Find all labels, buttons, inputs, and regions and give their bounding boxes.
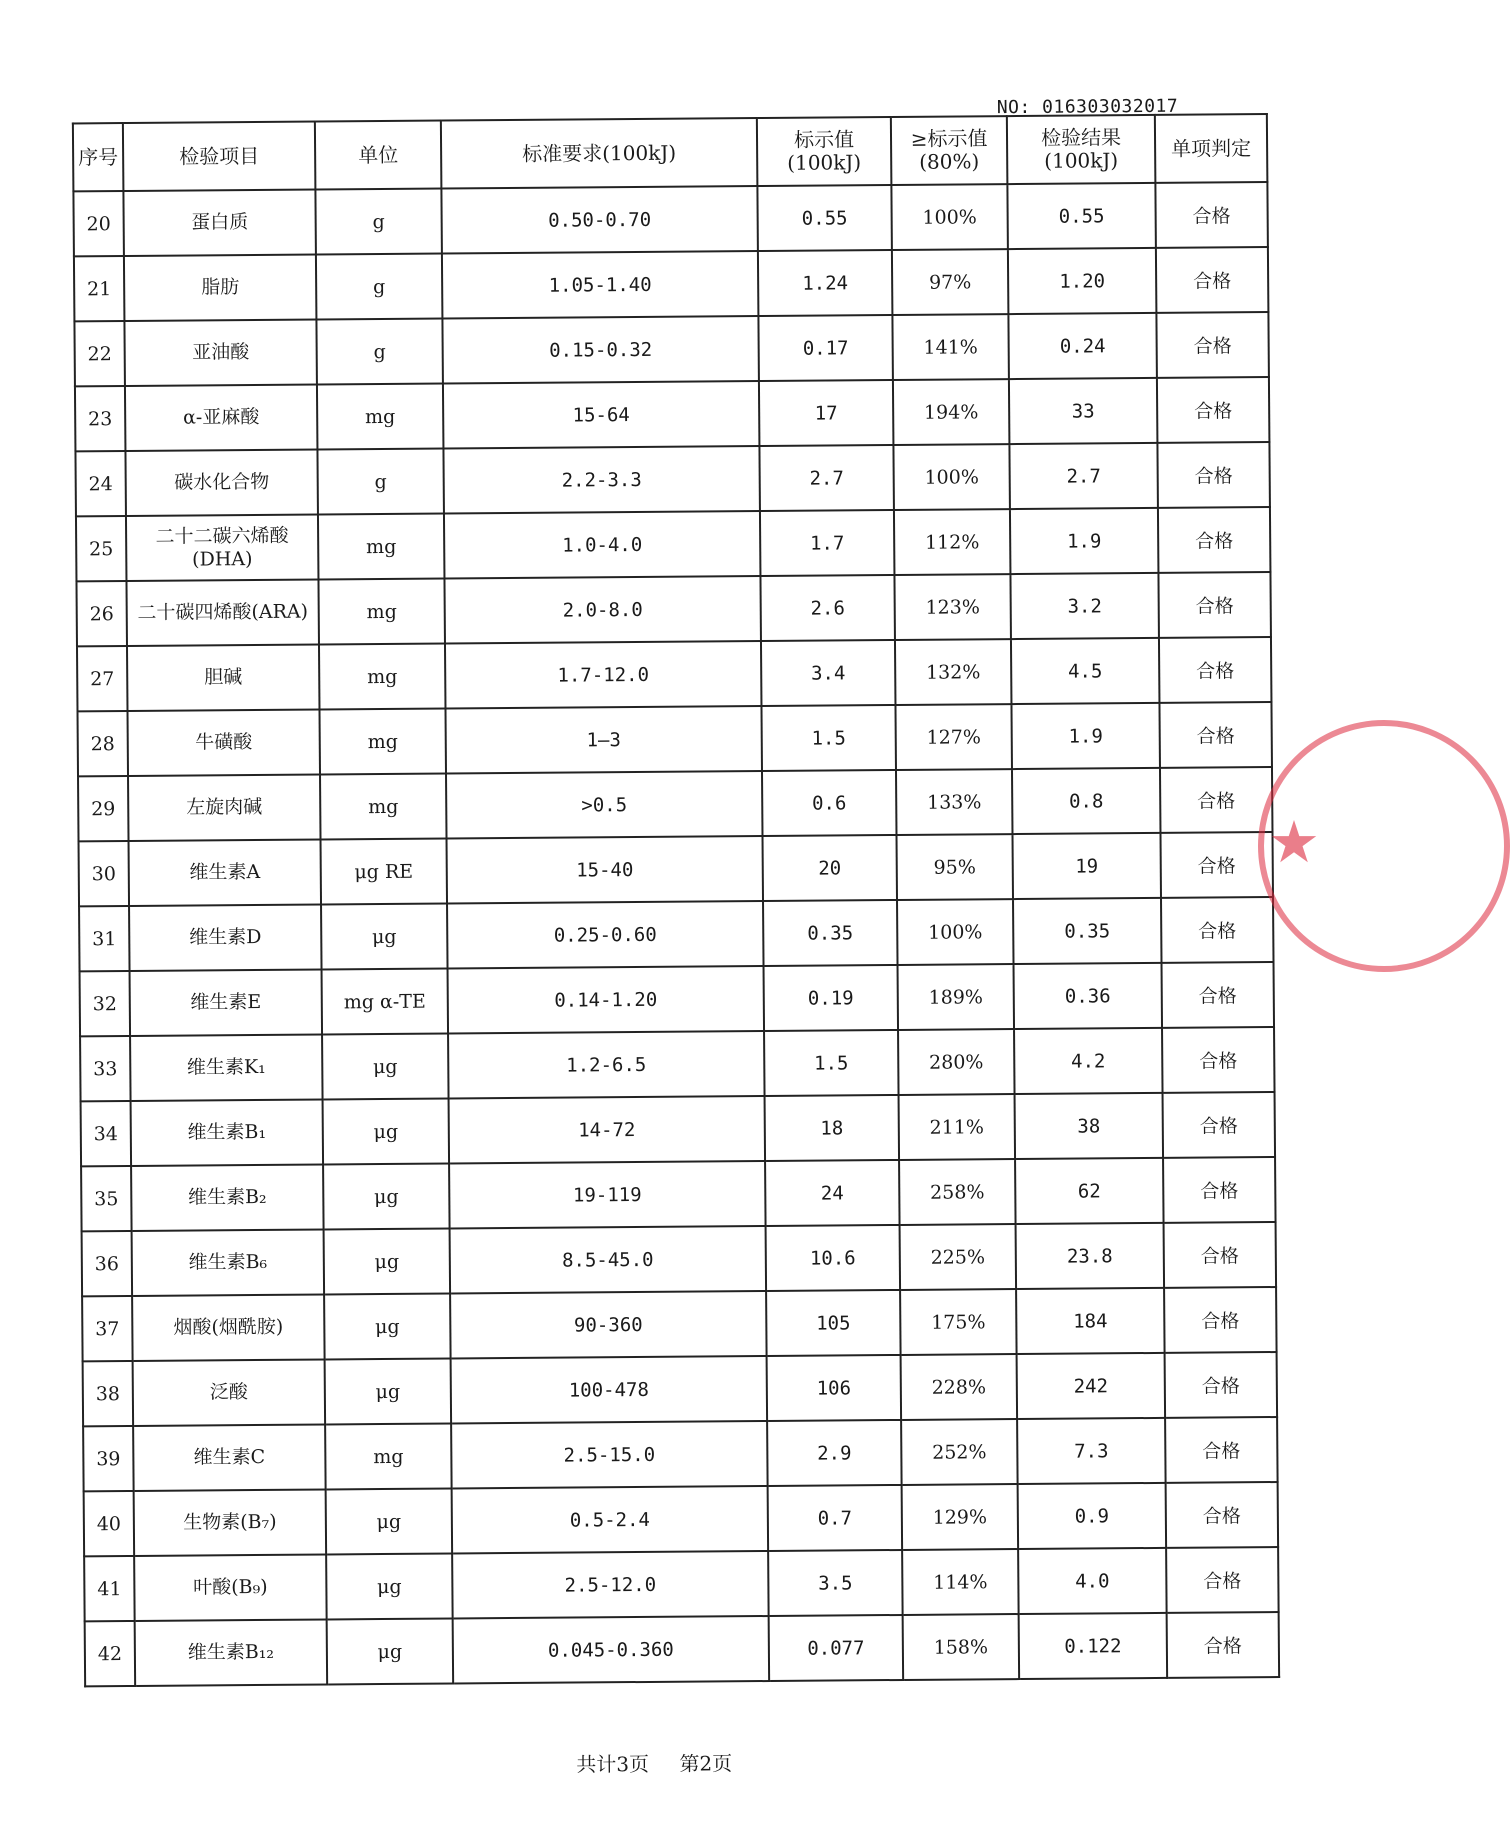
row-result: 19: [1012, 833, 1161, 899]
row-label-value: 10.6: [766, 1225, 901, 1291]
row-seq: 34: [81, 1101, 132, 1166]
table-row: [77, 637, 1271, 711]
row-ratio: 100%: [891, 184, 1008, 250]
row-result: 2.7: [1009, 443, 1158, 509]
row-item: 碳水化合物: [125, 450, 318, 517]
row-item: 烟酸(烟酰胺): [132, 1294, 325, 1361]
row-label-value: 1.5: [764, 1030, 899, 1096]
row-result: 33: [1009, 378, 1158, 444]
row-ratio: 95%: [896, 834, 1013, 900]
row-unit: mg: [317, 384, 444, 450]
row-ratio: 123%: [894, 574, 1011, 640]
row-standard: 8.5-45.0: [450, 1226, 767, 1293]
header-item: 检验项目: [123, 122, 316, 192]
row-result: 242: [1017, 1353, 1166, 1419]
row-label-value: 1.24: [758, 250, 893, 316]
row-item: 胆碱: [127, 645, 320, 712]
row-item: 二十碳四烯酸(ARA): [126, 580, 319, 647]
row-unit: mg: [318, 514, 445, 580]
row-unit: μg: [323, 1099, 450, 1165]
row-label-value: 3.4: [761, 640, 896, 706]
table-row: [76, 572, 1270, 646]
row-result: 0.35: [1013, 898, 1162, 964]
header-seq: 序号: [73, 123, 124, 191]
inspection-table: [72, 113, 1280, 1687]
header-judgement: 单项判定: [1155, 114, 1268, 183]
row-standard: 0.50-0.70: [441, 186, 758, 253]
row-result: 62: [1015, 1158, 1164, 1224]
row-item: 牛磺酸: [127, 710, 320, 777]
table-row: [79, 897, 1273, 971]
row-seq: 32: [80, 971, 131, 1036]
row-seq: 26: [76, 581, 127, 646]
row-judgement: 合格: [1163, 1092, 1276, 1158]
row-judgement: 合格: [1162, 962, 1275, 1028]
row-seq: 28: [78, 711, 129, 776]
row-item: 亚油酸: [124, 320, 317, 387]
row-item: 维生素E: [130, 970, 323, 1037]
row-seq: 29: [78, 776, 129, 841]
row-label-value: 0.55: [757, 185, 892, 251]
row-item: 维生素B₁: [131, 1099, 324, 1166]
row-result: 4.0: [1018, 1548, 1167, 1614]
table-row: [83, 1417, 1277, 1491]
row-seq: 25: [76, 516, 127, 581]
row-standard: 90-360: [450, 1291, 767, 1358]
row-label-value: 0.6: [762, 770, 897, 836]
row-standard: 1—3: [445, 706, 762, 773]
row-label-value: 0.17: [758, 315, 893, 381]
row-unit: μg: [324, 1294, 451, 1360]
row-label-value: 1.5: [761, 705, 896, 771]
row-label-value: 2.7: [759, 445, 894, 511]
row-ratio: 141%: [892, 314, 1009, 380]
row-judgement: 合格: [1155, 182, 1268, 248]
row-standard: 2.0-8.0: [444, 576, 761, 643]
row-standard: 19-119: [449, 1161, 766, 1228]
row-seq: 39: [83, 1426, 134, 1491]
row-judgement: 合格: [1157, 442, 1270, 508]
row-ratio: 194%: [893, 379, 1010, 445]
row-unit: mg: [325, 1423, 452, 1489]
row-judgement: 合格: [1157, 377, 1270, 443]
row-item: 叶酸(B₉): [134, 1554, 327, 1621]
row-label-value: 106: [767, 1355, 902, 1421]
row-item: 泛酸: [133, 1359, 326, 1426]
red-seal-stamp: [1258, 720, 1328, 970]
row-seq: 38: [83, 1361, 134, 1426]
row-ratio: 100%: [897, 899, 1014, 965]
row-standard: >0.5: [446, 771, 763, 838]
row-label-value: 20: [763, 835, 898, 901]
table-row: [84, 1547, 1278, 1621]
row-standard: 0.045-0.360: [453, 1616, 770, 1683]
row-seq: 36: [82, 1231, 133, 1296]
row-seq: 23: [75, 386, 126, 451]
row-item: 维生素K₁: [130, 1035, 323, 1102]
total-pages: 共计3页: [576, 1751, 650, 1777]
row-standard: 2.2-3.3: [443, 446, 760, 513]
row-seq: 42: [85, 1621, 136, 1686]
table-row: [75, 442, 1269, 516]
table-row: [85, 1612, 1279, 1686]
row-unit: μg: [322, 1034, 449, 1100]
row-result: 0.24: [1008, 313, 1157, 379]
row-label-value: 2.9: [767, 1420, 902, 1486]
row-judgement: 合格: [1156, 312, 1269, 378]
row-item: 维生素D: [129, 905, 322, 972]
row-seq: 27: [77, 646, 128, 711]
page-footer: [7, 1743, 1302, 1782]
row-judgement: 合格: [1159, 702, 1272, 768]
row-unit: mg: [319, 709, 446, 775]
table-row: [81, 1092, 1275, 1166]
row-judgement: 合格: [1161, 897, 1274, 963]
row-item: α-亚麻酸: [125, 385, 318, 452]
table-row: [83, 1352, 1277, 1426]
row-seq: 41: [84, 1556, 135, 1621]
row-standard: 2.5-12.0: [452, 1551, 769, 1618]
header-unit: 单位: [315, 121, 442, 190]
row-judgement: 合格: [1165, 1417, 1278, 1483]
row-unit: μg: [325, 1359, 452, 1425]
row-ratio: 252%: [901, 1419, 1018, 1485]
table-row: [78, 702, 1272, 776]
header-standard: 标准要求(100kJ): [441, 118, 758, 188]
table-row: [81, 1157, 1275, 1231]
row-seq: 24: [75, 451, 126, 516]
table-body: [73, 182, 1279, 1686]
row-result: 1.9: [1010, 508, 1159, 574]
row-label-value: 1.7: [760, 510, 895, 576]
row-result: 7.3: [1017, 1418, 1166, 1484]
row-seq: 40: [84, 1491, 135, 1556]
row-standard: 1.05-1.40: [442, 251, 759, 318]
row-ratio: 225%: [900, 1224, 1017, 1290]
row-standard: 14-72: [449, 1096, 766, 1163]
header-result: 检验结果 (100kJ): [1007, 115, 1156, 184]
row-judgement: 合格: [1167, 1612, 1280, 1678]
row-seq: 35: [81, 1166, 132, 1231]
row-seq: 33: [80, 1036, 131, 1101]
row-unit: mg: [319, 644, 446, 710]
row-item: 左旋肉碱: [128, 775, 321, 842]
row-label-value: 24: [765, 1160, 900, 1226]
row-item: 维生素B₆: [132, 1229, 325, 1296]
row-ratio: 258%: [899, 1159, 1016, 1225]
row-label-value: 0.077: [769, 1615, 904, 1681]
row-ratio: 112%: [894, 509, 1011, 575]
row-ratio: 114%: [902, 1549, 1019, 1615]
table-row: [73, 182, 1267, 256]
table-row: [74, 247, 1268, 321]
row-unit: mg: [318, 579, 445, 645]
table-row: [75, 377, 1269, 451]
row-item: 二十二碳六烯酸 (DHA): [126, 515, 319, 582]
row-standard: 100-478: [451, 1356, 768, 1423]
row-result: 1.9: [1011, 703, 1160, 769]
row-ratio: 189%: [898, 964, 1015, 1030]
row-judgement: 合格: [1158, 507, 1271, 573]
row-ratio: 228%: [901, 1354, 1018, 1420]
row-unit: g: [316, 254, 443, 320]
row-unit: μg: [326, 1488, 453, 1554]
row-item: 维生素B₁₂: [135, 1619, 328, 1686]
row-judgement: 合格: [1156, 247, 1269, 313]
row-ratio: 127%: [895, 704, 1012, 770]
stamp-star-icon: ★: [1268, 808, 1320, 876]
row-label-value: 17: [759, 380, 894, 446]
row-unit: μg: [327, 1618, 454, 1684]
row-judgement: 合格: [1166, 1482, 1279, 1548]
row-unit: g: [315, 189, 442, 255]
row-item: 脂肪: [124, 255, 317, 322]
row-seq: 30: [79, 841, 130, 906]
row-judgement: 合格: [1166, 1547, 1279, 1613]
row-ratio: 158%: [903, 1614, 1020, 1680]
row-label-value: 0.7: [768, 1485, 903, 1551]
table-row: [84, 1482, 1278, 1556]
row-judgement: 合格: [1164, 1287, 1277, 1353]
row-ratio: 100%: [893, 444, 1010, 510]
row-judgement: 合格: [1158, 572, 1271, 638]
row-standard: 1.2-6.5: [448, 1031, 765, 1098]
row-ratio: 211%: [899, 1094, 1016, 1160]
row-item: 维生素C: [133, 1424, 326, 1491]
row-standard: 1.0-4.0: [444, 511, 761, 578]
row-unit: mg α-TE: [322, 969, 449, 1035]
table-row: [74, 312, 1268, 386]
row-standard: 2.5-15.0: [451, 1421, 768, 1488]
table-row: [80, 962, 1274, 1036]
row-result: 1.20: [1008, 248, 1157, 314]
row-item: 维生素A: [129, 840, 322, 907]
row-unit: g: [316, 319, 443, 385]
table-row: [78, 767, 1272, 841]
row-unit: μg: [324, 1229, 451, 1295]
row-standard: 1.7-12.0: [445, 641, 762, 708]
row-ratio: 132%: [895, 639, 1012, 705]
table-row: [79, 832, 1273, 906]
row-standard: 0.15-0.32: [442, 316, 759, 383]
table-row: [80, 1027, 1274, 1101]
row-result: 0.36: [1014, 963, 1163, 1029]
row-result: 0.55: [1007, 183, 1156, 249]
row-judgement: 合格: [1165, 1352, 1278, 1418]
table-row: [82, 1222, 1276, 1296]
row-unit: g: [317, 449, 444, 515]
row-result: 184: [1016, 1288, 1165, 1354]
row-seq: 21: [74, 256, 125, 321]
row-label-value: 18: [765, 1095, 900, 1161]
row-standard: 15-64: [443, 381, 760, 448]
row-unit: μg: [326, 1553, 453, 1619]
row-judgement: 合格: [1162, 1027, 1275, 1093]
row-ratio: 280%: [898, 1029, 1015, 1095]
row-judgement: 合格: [1160, 832, 1273, 898]
row-judgement: 合格: [1164, 1222, 1277, 1288]
row-seq: 20: [73, 191, 124, 256]
row-unit: μg: [321, 904, 448, 970]
row-standard: 0.25-0.60: [447, 901, 764, 968]
row-label-value: 0.19: [764, 965, 899, 1031]
row-seq: 22: [74, 321, 125, 386]
row-result: 3.2: [1010, 573, 1159, 639]
row-unit: mg: [320, 774, 447, 840]
row-result: 0.8: [1012, 768, 1161, 834]
row-item: 生物素(B₇): [134, 1489, 327, 1556]
row-judgement: 合格: [1160, 767, 1273, 833]
row-ratio: 129%: [902, 1484, 1019, 1550]
row-result: 23.8: [1016, 1223, 1165, 1289]
row-unit: μg: [323, 1164, 450, 1230]
row-standard: 15-40: [447, 836, 764, 903]
row-judgement: 合格: [1159, 637, 1272, 703]
row-result: 4.2: [1014, 1028, 1163, 1094]
table-row: [76, 507, 1270, 581]
row-ratio: 97%: [892, 249, 1009, 315]
row-ratio: 175%: [900, 1289, 1017, 1355]
row-label-value: 0.35: [763, 900, 898, 966]
table-header: [73, 114, 1267, 191]
row-seq: 31: [79, 906, 130, 971]
row-result: 38: [1015, 1093, 1164, 1159]
row-item: 维生素B₂: [131, 1164, 324, 1231]
report-number: NO: 016303032017: [996, 95, 1179, 119]
row-ratio: 133%: [896, 769, 1013, 835]
current-page: 第2页: [679, 1751, 733, 1776]
row-label-value: 105: [766, 1290, 901, 1356]
row-standard: 0.5-2.4: [452, 1486, 769, 1553]
header-label-value: 标示值 (100kJ): [757, 117, 892, 186]
row-result: 0.9: [1018, 1483, 1167, 1549]
row-standard: 0.14-1.20: [448, 966, 765, 1033]
row-item: 蛋白质: [123, 190, 316, 257]
header-ratio: ≥标示值 (80%): [891, 116, 1008, 185]
row-label-value: 3.5: [768, 1550, 903, 1616]
row-unit: μg RE: [321, 839, 448, 905]
row-seq: 37: [82, 1296, 133, 1361]
row-judgement: 合格: [1163, 1157, 1276, 1223]
row-label-value: 2.6: [760, 575, 895, 641]
row-result: 4.5: [1011, 638, 1160, 704]
row-result: 0.122: [1019, 1613, 1168, 1679]
table-row: [82, 1287, 1276, 1361]
